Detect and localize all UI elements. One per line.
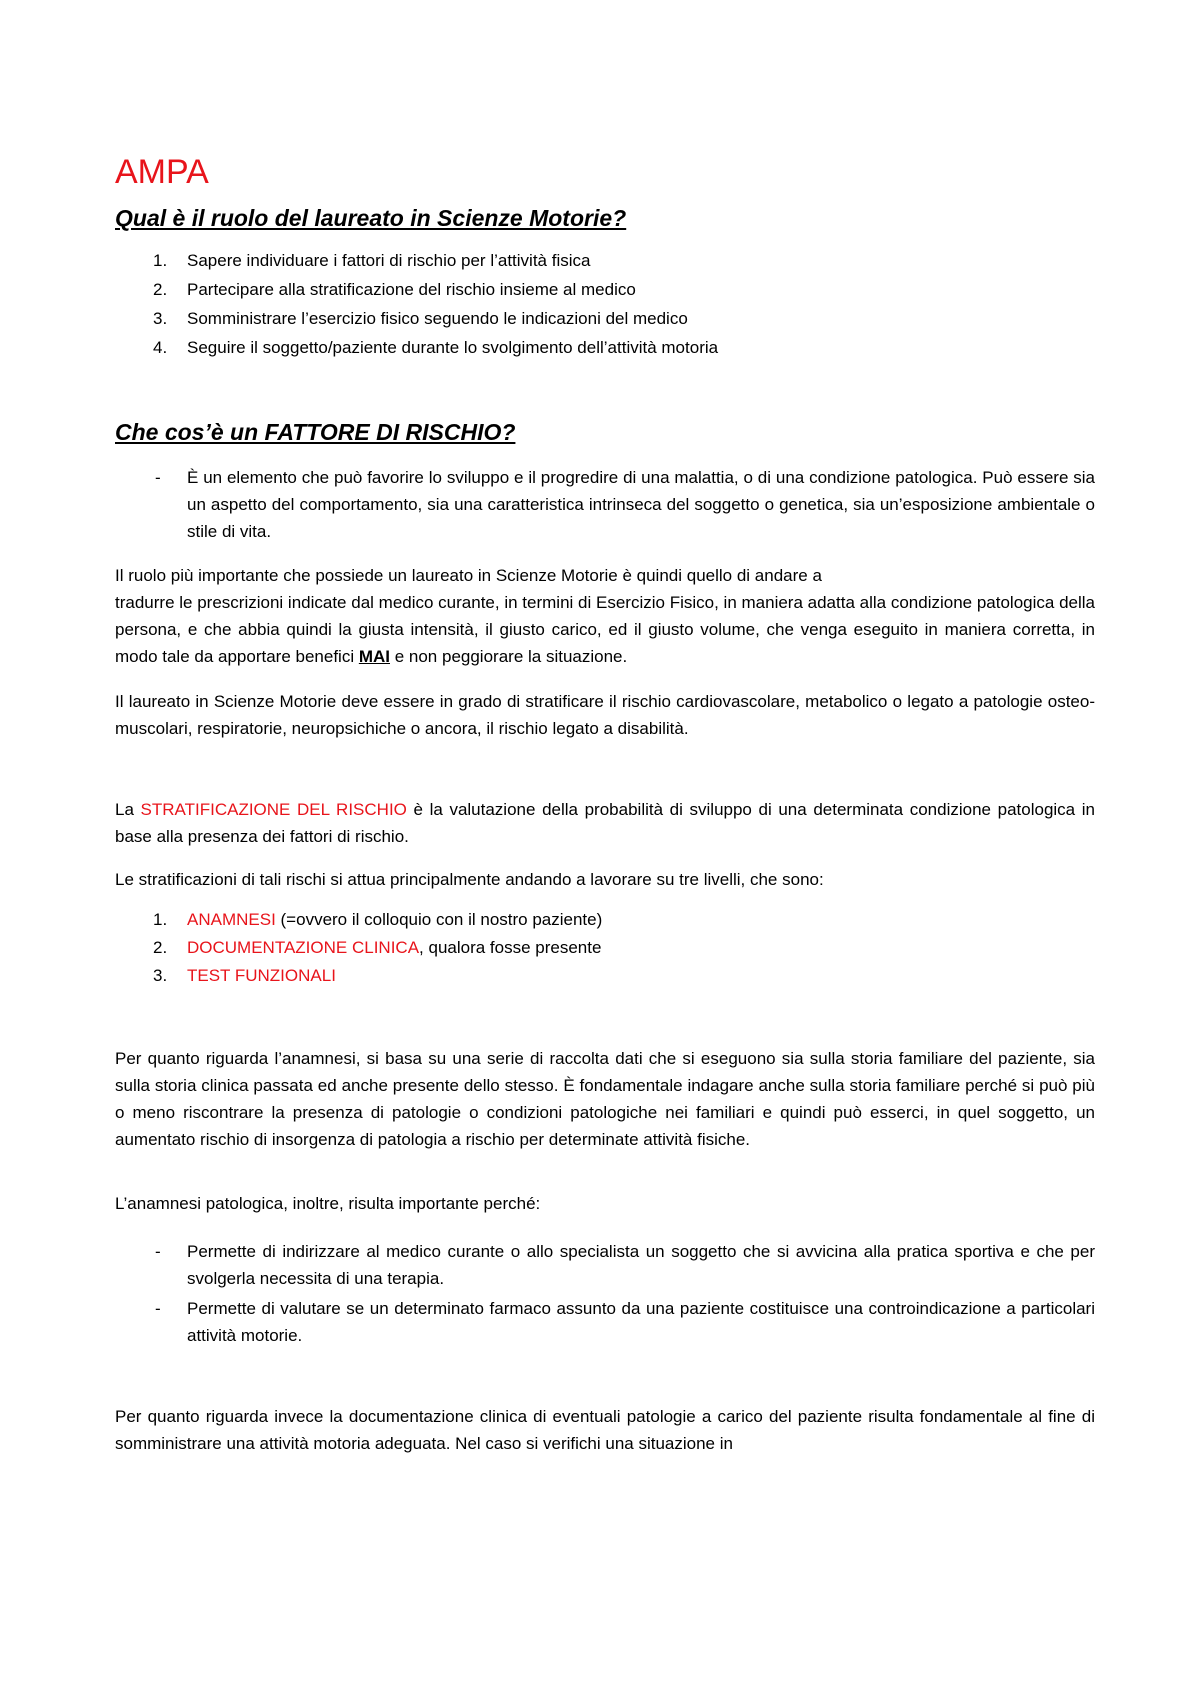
list-text: Sapere individuare i fattori di rischio per l’attività fisica <box>187 251 591 270</box>
list-number: 2. <box>153 938 168 957</box>
document-title: AMPA <box>115 153 209 191</box>
list-item <box>115 934 1095 962</box>
list-item <box>115 962 1095 990</box>
list-number: 1. <box>153 251 168 270</box>
list-text: Permette di valutare se un determinato farmaco assunto da una paziente costituisce una controindicazione a particolari attività motorie. <box>187 1299 1095 1345</box>
list-item <box>115 275 1095 304</box>
level-note: , qualora fosse presente <box>419 938 602 957</box>
level-name: TEST FUNZIONALI <box>187 966 336 985</box>
highlight-stratificazione: STRATIFICAZIONE DEL RISCHIO <box>140 800 407 819</box>
paragraph-anamnesis: Per quanto riguarda l’anamnesi, si basa su una serie di raccolta dati che si eseguono sia sulla storia familiare del paziente, sia sulla storia clinica passata ed anche presente dello stesso. È fondamentale indagare anche sulla storia familiare perché si può più o meno riscontrare la presenza di patologie o condizioni patologiche nei familiari e quindi può esserci, in quel soggetto, un aumentato rischio di insorgenza di patologia a rischio per determinate attività fisiche. <box>115 1049 1095 1149</box>
list-text: Somministrare l’esercizio fisico seguendo le indicazioni del medico <box>187 309 688 328</box>
list-number: 2. <box>153 280 168 299</box>
paragraph-anamnesis-importance: L’anamnesi patologica, inoltre, risulta importante perché: <box>115 1194 541 1213</box>
paragraph-text: tradurre le prescrizioni indicate dal medico curante, in termini di Esercizio Fisico, in maniera adatta alla condizione patologica della persona, e che abbia quindi la giusta intensità, il giusto carico, ed il giusto volume, che venga eseguito in maniera corretta, in modo tale da apportare benefici <box>115 593 1095 666</box>
risk-factor-definition <box>115 464 1095 548</box>
list-number: 3. <box>153 309 168 328</box>
list-item <box>115 304 1095 333</box>
list-item <box>115 333 1095 362</box>
paragraph-stratify: Il laureato in Scienze Motorie deve essere in grado di stratificare il rischio cardiovascolare, metabolico o legato a patologie osteo-muscolari, respiratorie, neuropsichiche o ancora, il rischio legato a disabilità. <box>115 692 1095 738</box>
list-item <box>115 906 1095 934</box>
paragraph-text: è la valutazione della probabilità di sviluppo di una determinata condizione patologica in base alla presenza dei fattori di rischio. <box>115 800 1095 846</box>
paragraph-stratification-definition <box>115 796 1095 850</box>
level-name: DOCUMENTAZIONE CLINICA <box>187 938 420 957</box>
section-heading-risk-factor: Che cos’è un FATTORE DI RISCHIO? <box>115 419 516 445</box>
emphasis-mai: MAI <box>358 647 390 666</box>
list-item <box>115 246 1095 275</box>
paragraph-text: La <box>115 800 141 819</box>
list-text: Seguire il soggetto/paziente durante lo svolgimento dell’attività motoria <box>187 338 719 357</box>
level-name: ANAMNESI <box>187 910 276 929</box>
section-heading-role: Qual è il ruolo del laureato in Scienze Motorie? <box>115 205 627 231</box>
anamnesis-reasons-list <box>115 1238 1095 1352</box>
list-number: 4. <box>153 338 168 357</box>
level-note: (=ovvero il colloquio con il nostro paziente) <box>275 910 603 929</box>
list-number: 1. <box>153 910 168 929</box>
paragraph-text: e non peggiorare la situazione. <box>390 647 628 666</box>
list-text: Permette di indirizzare al medico curante o allo specialista un soggetto che si avvicina alla pratica sportiva e che per svolgerla necessita di una terapia. <box>187 1242 1095 1288</box>
dash-bullet: - <box>155 468 161 487</box>
list-number: 3. <box>153 966 168 985</box>
dash-bullet: - <box>155 1299 161 1318</box>
paragraph-levels-intro: Le stratificazioni di tali rischi si attua principalmente andando a lavorare su tre livelli, che sono: <box>115 870 824 889</box>
list-item <box>115 1238 1095 1292</box>
list-item <box>115 1295 1095 1349</box>
dash-bullet: - <box>155 1242 161 1261</box>
list-text: È un elemento che può favorire lo sviluppo e il progredire di una malattia, o di una condizione patologica. Può essere sia un aspetto del comportamento, sia una caratteristica intrinseca del soggetto o genetica, sia un’esposizione ambientale o stile di vita. <box>187 468 1095 541</box>
list-text: Partecipare alla stratificazione del rischio insieme al medico <box>187 280 636 299</box>
list-item <box>115 464 1095 545</box>
paragraph-clinical-documentation: Per quanto riguarda invece la documentazione clinica di eventuali patologie a carico del paziente risulta fondamentale al fine di somministrare una attività motoria adeguata. Nel caso si verifichi una situazione in <box>115 1407 1095 1453</box>
levels-list <box>115 906 1095 990</box>
paragraph-first-line: Il ruolo più importante che possiede un laureato in Scienze Motorie è quindi quello di andare a <box>115 566 822 585</box>
paragraph-role-importance <box>115 562 1095 670</box>
role-list <box>115 246 1095 362</box>
